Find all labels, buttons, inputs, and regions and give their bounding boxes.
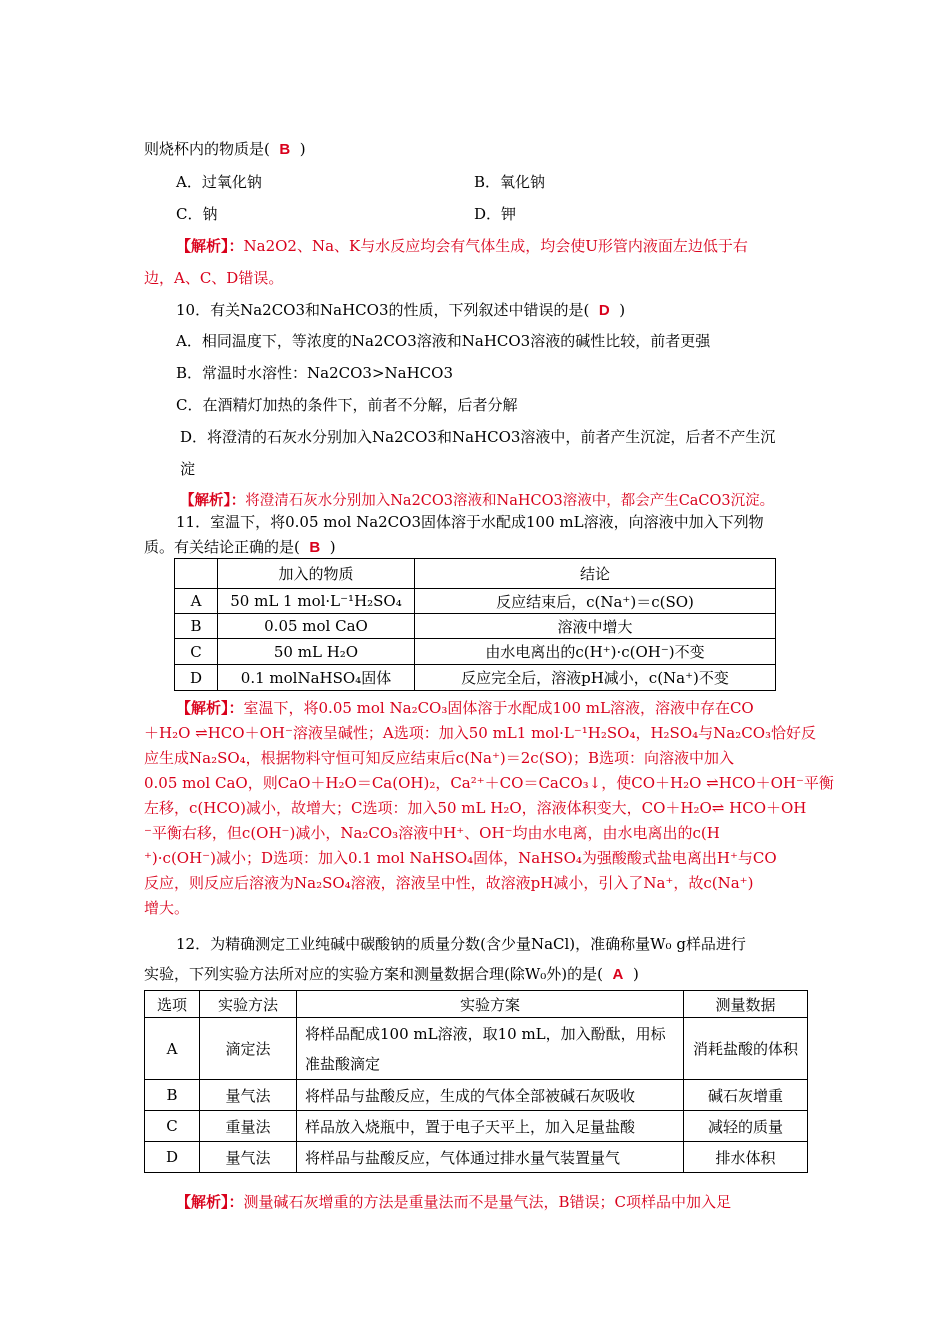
table-cell: 0.1 molNaHSO₄固体 [218, 665, 415, 691]
q10-option-d-line2: 淀 [180, 460, 196, 478]
table-cell: 样品放入烧瓶中，置于电子天平上，加入足量盐酸 [297, 1111, 684, 1142]
table-cell: 将样品配成100 mL溶液，取10 mL，加入酚酞，用标准盐酸滴定 [297, 1018, 684, 1080]
q10-stem: 10．有关Na2CO3和NaHCO3的性质，下列叙述中错误的是( D ) [176, 301, 626, 319]
table-cell: 50 mL H₂O [218, 639, 415, 665]
table-cell: 量气法 [200, 1080, 297, 1111]
table-row [145, 1080, 808, 1111]
q11-analysis-line: ⁺)·c(OH⁻)减小；D选项：加入0.1 mol NaHSO₄固体，NaHSO₄为强酸酸式盐电离出H⁺与CO [144, 849, 777, 867]
q11-stem-line2: 质。有关结论正确的是( B ) [144, 538, 336, 556]
table-row [145, 1111, 808, 1142]
table-cell: B [175, 614, 218, 639]
q11-analysis-line: 左移，c(HCO)减小，故增大；C选项：加入50 mL H₂O，溶液体积变大，CO＋H₂O⇌ HCO＋OH [144, 799, 807, 817]
table-header-cell: 测量数据 [684, 991, 808, 1018]
q9-answer: B [279, 141, 291, 158]
table-cell: 由水电离出的c(H⁺)·c(OH⁻)不变 [415, 639, 776, 665]
table-cell: 碱石灰增重 [684, 1080, 808, 1111]
q11-analysis-line: 增大。 [144, 899, 190, 917]
table-header-cell [175, 559, 218, 589]
table-cell: 重量法 [200, 1111, 297, 1142]
table-cell: 反应结束后，c(Na⁺)＝c(SO) [415, 589, 776, 614]
q9-option-c: C．钠 [176, 205, 218, 223]
q9-stem: 则烧杯内的物质是( B ) [144, 140, 306, 158]
table-cell: C [175, 639, 218, 665]
q10-option-c: C．在酒精灯加热的条件下，前者不分解，后者分解 [176, 396, 518, 414]
q11-stem-line1: 11．室温下，将0.05 mol Na2CO3固体溶于水配成100 mL溶液，向溶液中加入下列物 [176, 513, 764, 531]
table-cell: 0.05 mol CaO [218, 614, 415, 639]
table-header-cell: 加入的物质 [218, 559, 415, 589]
table-cell: C [145, 1111, 200, 1142]
table-header-row [145, 991, 808, 1018]
q11-analysis-line1: 【解析】：室温下，将0.05 mol Na₂CO₃固体溶于水配成100 mL溶液，溶液中存在CO [176, 699, 754, 717]
table-row [145, 1018, 808, 1080]
table-row [145, 1142, 808, 1173]
table-cell: A [145, 1018, 200, 1080]
table-header-cell: 实验方案 [297, 991, 684, 1018]
q11-table [174, 558, 776, 691]
q12-stem-line1: 12．为精确测定工业纯碱中碳酸钠的质量分数(含少量NaCl)，准确称量W₀ g样品进行 [176, 935, 746, 953]
table-cell: D [145, 1142, 200, 1173]
table-header-cell: 实验方法 [200, 991, 297, 1018]
table-cell: 将样品与盐酸反应，生成的气体全部被碱石灰吸收 [297, 1080, 684, 1111]
table-cell: 量气法 [200, 1142, 297, 1173]
table-header-cell: 结论 [415, 559, 776, 589]
table-cell: 反应完全后，溶液pH减小，c(Na⁺)不变 [415, 665, 776, 691]
table-row [175, 589, 776, 614]
q11-analysis-line: ＋H₂O ⇌HCO＋OH⁻溶液呈碱性；A选项：加入50 mL1 mol·L⁻¹H₂SO₄，H₂SO₄与Na₂CO₃恰好反 [144, 724, 817, 742]
table-row [175, 639, 776, 665]
table-header-row [175, 559, 776, 589]
table-cell: 将样品与盐酸反应，气体通过排水量气装置量气 [297, 1142, 684, 1173]
table-row [175, 614, 776, 639]
q12-table [144, 990, 808, 1173]
table-header-cell: 选项 [145, 991, 200, 1018]
q9-option-a: A．过氧化钠 [176, 173, 262, 191]
q11-analysis-line: 0.05 mol CaO，则CaO＋H₂O＝Ca(OH)₂，Ca²⁺＋CO＝CaCO₃↓，使CO＋H₂O ⇌HCO＋OH⁻平衡 [144, 774, 834, 792]
q10-answer: D [598, 302, 610, 319]
table-cell: A [175, 589, 218, 614]
q11-analysis-line: 应生成Na₂SO₄，根据物料守恒可知反应结束后c(Na⁺)＝2c(SO)；B选项：向溶液中加入 [144, 749, 735, 767]
table-cell: 滴定法 [200, 1018, 297, 1080]
q9-option-d: D．钾 [474, 205, 517, 223]
table-cell: D [175, 665, 218, 691]
table-cell: 溶液中增大 [415, 614, 776, 639]
q12-stem-line2: 实验，下列实验方法所对应的实验方案和测量数据合理(除W₀外)的是( A ) [144, 965, 639, 983]
q12-analysis: 【解析】：测量碱石灰增重的方法是重量法而不是量气法，B错误；C项样品中加入足 [176, 1193, 732, 1211]
table-row [175, 665, 776, 691]
table-cell: B [145, 1080, 200, 1111]
q9-analysis-line2: 边，A、C、D错误。 [144, 269, 284, 287]
q12-answer: A [612, 966, 624, 983]
table-cell: 消耗盐酸的体积 [684, 1018, 808, 1080]
table-cell: 排水体积 [684, 1142, 808, 1173]
table-cell: 减轻的质量 [684, 1111, 808, 1142]
q10-option-b: B．常温时水溶性：Na2CO3>NaHCO3 [176, 364, 453, 382]
q9-analysis-line1: 【解析】：Na2O2、Na、K与水反应均会有气体生成，均会使U形管内液面左边低于右 [176, 237, 748, 255]
q11-answer: B [309, 539, 321, 556]
q10-option-a: A．相同温度下，等浓度的Na2CO3溶液和NaHCO3溶液的碱性比较，前者更强 [176, 332, 711, 350]
q11-analysis-line: 反应，则反应后溶液为Na₂SO₄溶液，溶液呈中性，故溶液pH减小，引入了Na⁺，故c(Na⁺) [144, 874, 754, 892]
table-cell: 50 mL 1 mol·L⁻¹H₂SO₄ [218, 589, 415, 614]
q10-option-d-line1: D．将澄清的石灰水分别加入Na2CO3和NaHCO3溶液中，前者产生沉淀，后者不产生沉 [180, 428, 776, 446]
q11-analysis-line: ⁻平衡右移，但c(OH⁻)减小，Na₂CO₃溶液中H⁺、OH⁻均由水电离，由水电离出的c(H [144, 824, 720, 842]
q9-option-b: B．氧化钠 [474, 173, 546, 191]
q10-analysis: 【解析】：将澄清石灰水分别加入Na2CO3溶液和NaHCO3溶液中，都会产生CaCO3沉淀。 [180, 492, 775, 509]
